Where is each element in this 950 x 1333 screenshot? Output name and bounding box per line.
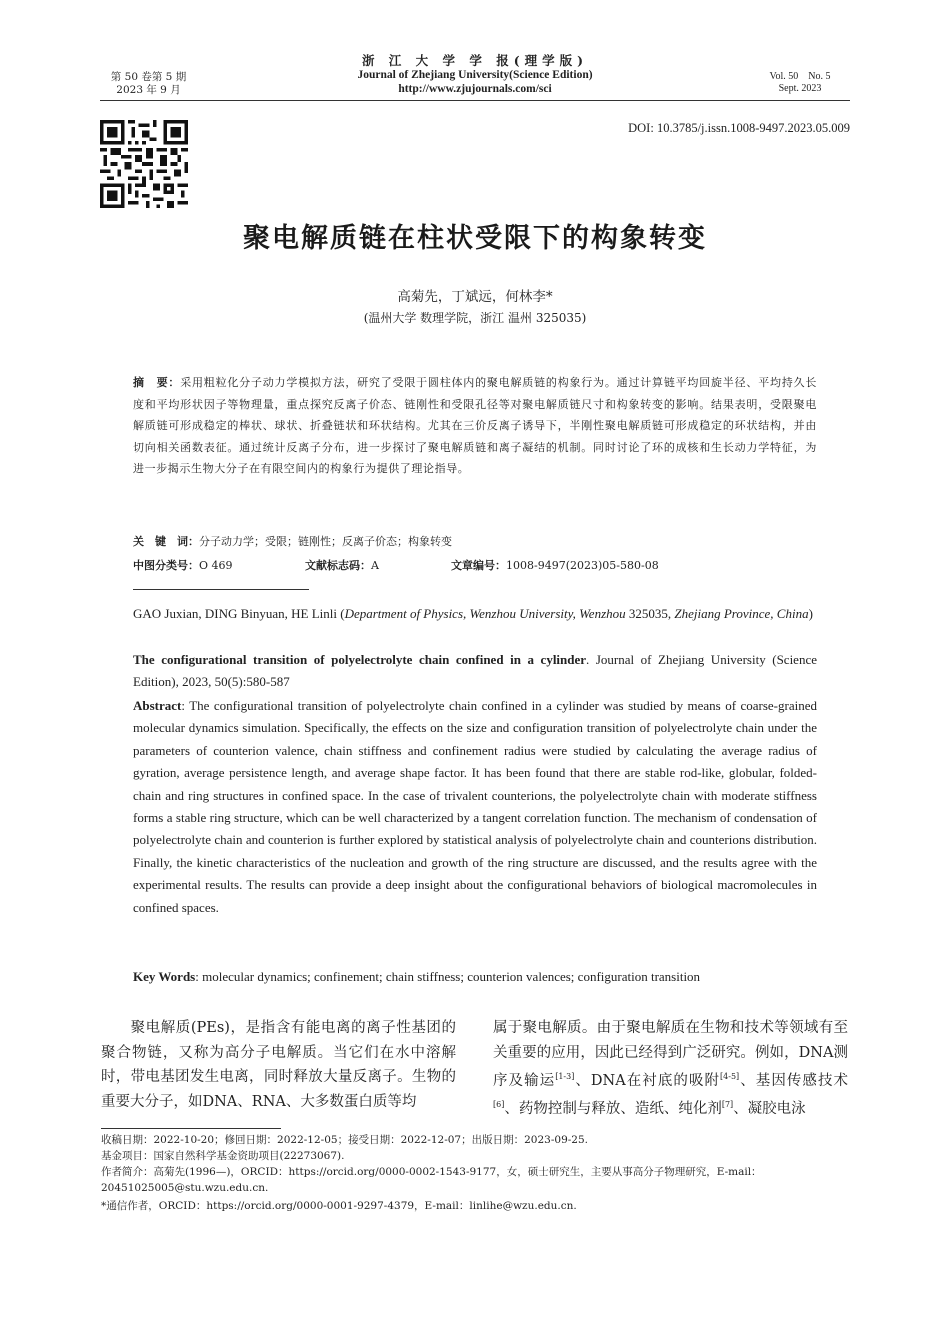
- keywords-cn-label: 关 键 词：: [133, 535, 199, 548]
- qr-code-icon: [100, 120, 188, 208]
- volume-en: Vol. 50 No. 5: [769, 71, 831, 82]
- abstract-cn-label: 摘 要：: [133, 376, 181, 389]
- journal-reference: . Journal of Zhejiang University (Science Edition), 2023, 50(5):580-587: [133, 652, 817, 689]
- affiliation: (温州大学 数理学院，浙江 温州 325035): [363, 311, 587, 325]
- keywords-en-text: : molecular dynamics; confinement; chain stiffness; counterion valences; configuration transition: [195, 969, 701, 984]
- article-number: 文章编号：1008-9497(2023)05-580-08: [451, 559, 659, 572]
- citation-title: [133, 649, 817, 693]
- citation-authors: GAO Juxian, DING Binyuan, HE Linli (Department of Physics, Wenzhou University, Wenzhou 325035, Zhejiang Province, China): [133, 606, 813, 621]
- keywords-cn: [133, 533, 817, 549]
- issue-info-en: [750, 71, 850, 95]
- footnote-divider: [101, 1128, 281, 1129]
- reference-4-5[interactable]: [4-5]: [720, 1072, 740, 1081]
- journal-header: [300, 53, 650, 96]
- header-divider: [100, 100, 850, 101]
- volume-cn: 第 50 卷第 5 期: [110, 71, 187, 83]
- keywords-en-label: Key Words: [133, 969, 196, 984]
- footnote-dates: 收稿日期：2022-10-20；修回日期：2022-12-05；接受日期：2022-12-07；出版日期：2023-09-25.: [101, 1134, 588, 1146]
- clc-code: 中图分类号：O 469: [133, 559, 233, 572]
- date-en: Sept. 2023: [778, 83, 822, 94]
- abstract-en-text: : The configurational transition of polyelectrolyte chain confined in a cylinder was studied by means of coarse-grained molecular dynamics simulation. Specifically, the effects on the size and configuration transition of polyelectrolyte chain under the parameters of counterion valence, chain stiffness and confinement radius were studied by calculating the average radius of gyration, average persistence length, and average shape factor. It has been found that there are stable rod-like, globular, folded-chain and ring structures in confined space. In the case of trivalent counterions, the polyelectrolyte chain with moderate stiffness forms a stable ring structure, which can be well characterized by a tangent correlation function. The mechanism of condensation of polyelectrolyte chain and counterion is further explored by statistical analysis of polyelectrolyte chain and counterions distribution. Finally, the kinetic characteristics of the nucleation and growth of the ring structure are discussed, and the results agree with the experimental results. The results can provide a deep insight about the configurational behaviors of biological macromolecules in confined spaces.: [133, 698, 817, 915]
- reference-7[interactable]: [7]: [721, 1100, 734, 1110]
- authors: 高菊先，丁斌远，何林李*: [397, 289, 553, 305]
- document-code: 文献标志码：A: [305, 559, 379, 572]
- issue-info-cn: [101, 71, 196, 97]
- footnote-corresponding: *通信作者，ORCID：https://orcid.org/0000-0001-9297-4379，E-mail：linlihe@wzu.edu.cn.: [101, 1200, 577, 1212]
- abstract-en-label: Abstract: [133, 698, 182, 713]
- keywords-cn-text: 分子动力学；受限；链刚性；反离子价态；构象转变: [199, 535, 452, 548]
- english-title: The configurational transition of polyelectrolyte chain confined in a cylinder: [133, 652, 587, 667]
- journal-name-cn: 浙 江 大 学 学 报(理学版): [361, 53, 589, 68]
- paper-title: 聚电解质链在柱状受限下的构象转变: [243, 223, 707, 254]
- abstract-cn-text: 采用粗粒化分子动力学模拟方法，研究了受限于圆柱体内的聚电解质链的构象行为。通过计算链平均回旋半径、平均持久长度和平均形状因子等物理量，重点探究反离子价态、链刚性和受限孔径等对聚电解质链尺寸和构象转变的影响。结果表明，受限聚电解质链可形成稳定的棒状、球状、折叠链状和环状结构。尤其在三价反离子诱导下，半刚性聚电解质链可形成稳定的环状结构，并由切向相关函数表征。通过统计反离子分布，进一步探讨了聚电解质链和离子凝结的机制。同时讨论了环的成核和生长动力学特征，为进一步揭示生物大分子在有限空间内的构象行为提供了理论指导。: [133, 376, 817, 475]
- abstract-cn: [133, 372, 817, 480]
- abstract-en: [133, 695, 817, 919]
- footnote-author: 作者简介：高菊先(1996—)，ORCID：https://orcid.org/0000-0002-1543-9177，女，硕士研究生，主要从事高分子物理研究，E-mail：20451025005@stu.wzu.edu.cn.: [101, 1166, 762, 1194]
- keywords-en: [133, 967, 817, 987]
- doi-link[interactable]: DOI: 10.3785/j.issn.1008-9497.2023.05.009: [628, 121, 850, 135]
- section-divider: [133, 589, 309, 590]
- reference-1-3[interactable]: [1-3]: [555, 1072, 575, 1081]
- journal-url[interactable]: http://www.zjujournals.com/sci: [398, 83, 552, 95]
- date-cn: 2023 年 9 月: [116, 84, 181, 96]
- body-column-left: [101, 1016, 456, 1114]
- reference-6[interactable]: [6]: [493, 1100, 505, 1110]
- footnote-fund: 基金项目：国家自然科学基金资助项目(22273067).: [101, 1150, 345, 1162]
- body-left-text: 聚电解质(PEs)，是指含有能电离的离子性基团的聚合物链，又称为高分子电解质。当它们在水中溶解时，带电基团发生电离，同时释放大量反离子。生物的重要大分子，如DNA、RNA、大多数蛋白质等均: [101, 1020, 456, 1110]
- journal-name-en: Journal of Zhejiang University(Science Edition): [357, 69, 593, 81]
- body-column-right: 属于聚电解质。由于聚电解质在生物和技术等领域有至关重要的应用，因此已经得到广泛研究。例如，DNA测序及输运[1-3]、DNA在衬底的吸附[4-5]、基因传感技术[6]、药物控制与释放、造纸、纯化剂[7]、凝胶电泳: [493, 1020, 849, 1118]
